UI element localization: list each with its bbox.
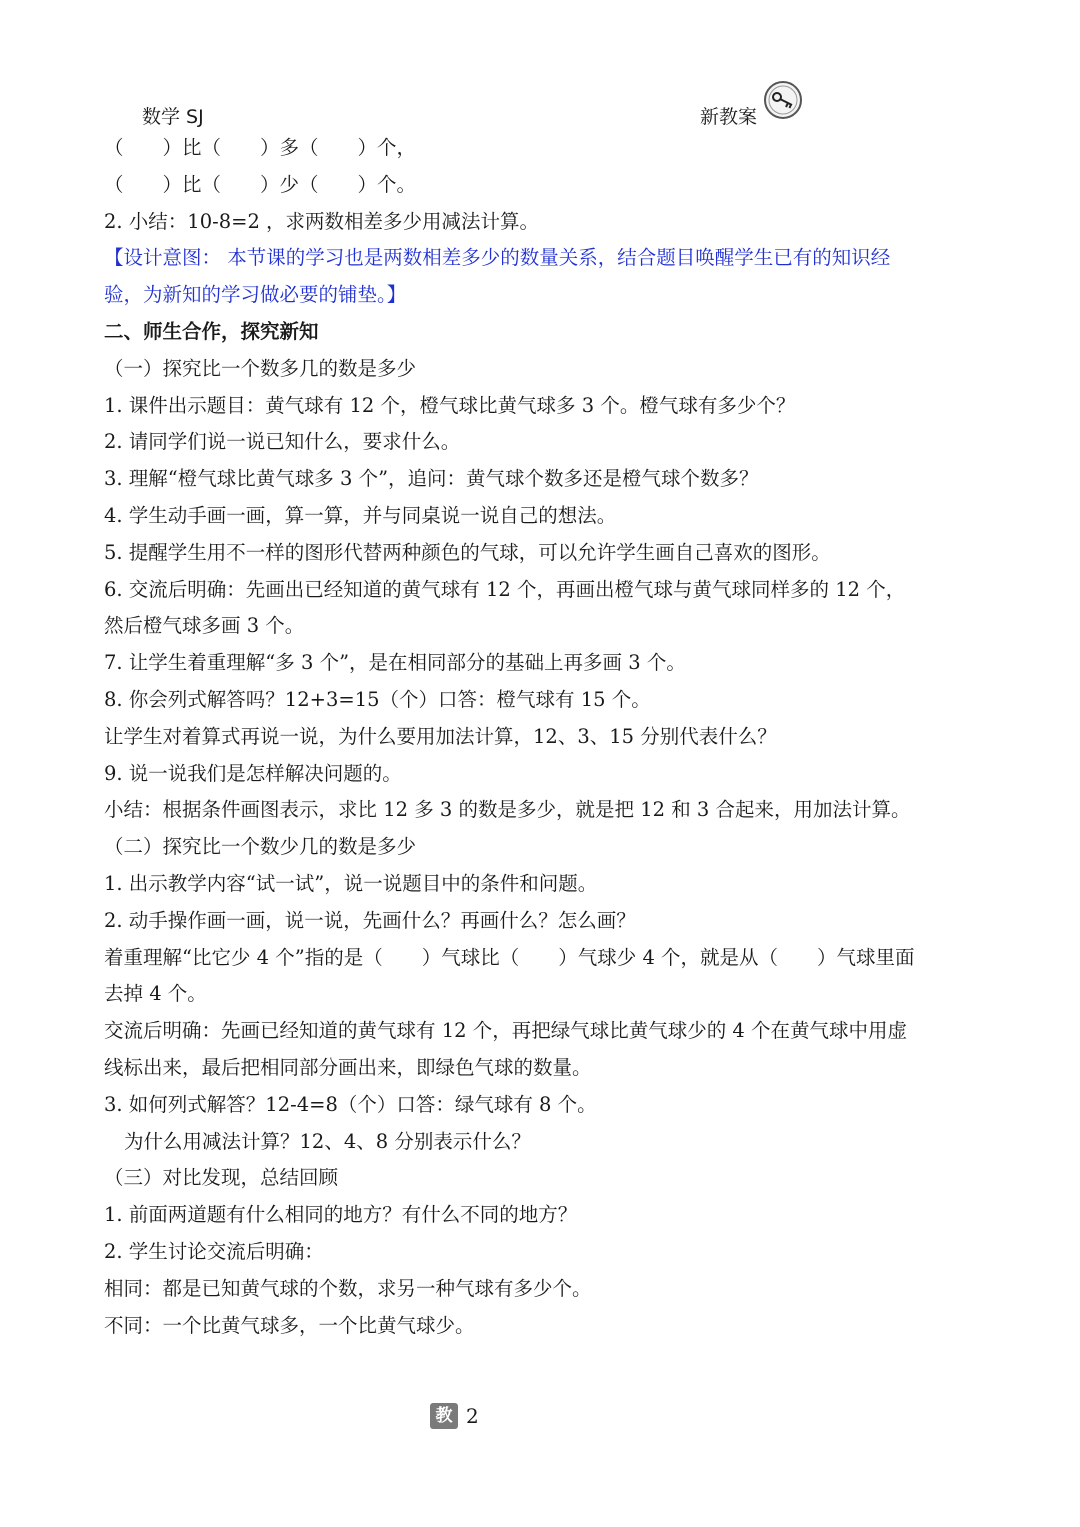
- paragraph-continued: 去掉 4 个。: [104, 982, 207, 1006]
- subsection-heading-2: （二）探究比一个数少几的数是多少: [104, 835, 417, 859]
- key-circle-icon: [763, 80, 803, 120]
- page-footer: [430, 1401, 479, 1431]
- paragraph: 不同：一个比黄气球多，一个比黄气球少。: [104, 1313, 475, 1337]
- list-item: 3. 如何列式解答？12-4=8（个）口答：绿气球有 8 个。: [104, 1092, 597, 1116]
- list-item: 4. 学生动手画一画，算一算，并与同桌说一说自己的想法。: [104, 503, 617, 527]
- list-item: 7. 让学生着重理解“多 3 个”，是在相同部分的基础上再多画 3 个。: [104, 651, 686, 675]
- list-item: 1. 出示教学内容“试一试”，说一说题目中的条件和问题。: [104, 871, 598, 895]
- section-heading-2: 二、师生合作，探究新知: [104, 319, 319, 343]
- header-title: 新教案: [700, 106, 758, 128]
- list-item: 1. 前面两道题有什么相同的地方？有什么不同的地方？: [104, 1203, 578, 1227]
- list-item-continued: 然后橙气球多画 3 个。: [104, 614, 305, 638]
- subsection-heading-1: （一）探究比一个数多几的数是多少: [104, 356, 417, 380]
- list-item: 3. 理解“橙气球比黄气球多 3 个”，追问：黄气球个数多还是橙气球个数多？: [104, 467, 759, 491]
- comparison-blank-less: （ ）比（ ）少（ ）个。: [104, 172, 417, 196]
- paragraph: 交流后明确：先画已经知道的黄气球有 12 个，再把绿气球比黄气球少的 4 个在黄气球中用虚: [104, 1019, 908, 1043]
- list-item: 6. 交流后明确：先画出已经知道的黄气球有 12 个，再画出橙气球与黄气球同样多的 12 个，: [104, 577, 906, 601]
- summary-addition: 小结：根据条件画图表示，求比 12 多 3 的数是多少，就是把 12 和 3 合起来，用加法计算。: [104, 798, 911, 822]
- design-intent-line-1: 【设计意图： 本节课的学习也是两数相差多少的数量关系，结合题目唤醒学生已有的知识经: [104, 246, 891, 270]
- paragraph: 着重理解“比它少 4 个”指的是（ ）气球比（ ）气球少 4 个，就是从（ ）气球里面: [104, 945, 915, 969]
- summary-subtraction: 2. 小结：10-8=2 ，求两数相差多少用减法计算。: [104, 209, 540, 233]
- list-item: 2. 学生讨论交流后明确：: [104, 1239, 324, 1263]
- list-item: 8. 你会列式解答吗？12+3=15（个）口答：橙气球有 15 个。: [104, 687, 651, 711]
- list-item: 1. 课件出示题目：黄气球有 12 个，橙气球比黄气球多 3 个。橙气球有多少个？: [104, 393, 796, 417]
- comparison-blank-more: （ ）比（ ）多（ ）个，: [104, 136, 417, 159]
- design-intent-line-2: 验，为新知的学习做必要的铺垫。】: [104, 283, 407, 307]
- footer-badge: 教: [430, 1403, 458, 1429]
- paragraph: 相同：都是已知黄气球的个数，求另一种气球有多少个。: [104, 1276, 592, 1300]
- paragraph-continued: 线标出来，最后把相同部分画出来，即绿色气球的数量。: [104, 1055, 592, 1079]
- lesson-body: [104, 130, 984, 1344]
- paragraph: 为什么用减法计算？12、4、8 分别表示什么？: [124, 1129, 531, 1153]
- paragraph: 让学生对着算式再说一说，为什么要用加法计算，12、3、15 分别代表什么？: [104, 724, 777, 748]
- list-item: 5. 提醒学生用不一样的图形代替两种颜色的气球，可以允许学生画自己喜欢的图形。: [104, 540, 831, 564]
- list-item: 2. 请同学们说一说已知什么，要求什么。: [104, 430, 461, 454]
- subsection-heading-3: （三）对比发现，总结回顾: [104, 1166, 339, 1190]
- list-item: 9. 说一说我们是怎样解决问题的。: [104, 761, 402, 785]
- list-item: 2. 动手操作画一画，说一说，先画什么？再画什么？怎么画？: [104, 908, 636, 932]
- header-subject: 数学 SJ: [142, 106, 204, 128]
- page-number: 2: [466, 1404, 479, 1428]
